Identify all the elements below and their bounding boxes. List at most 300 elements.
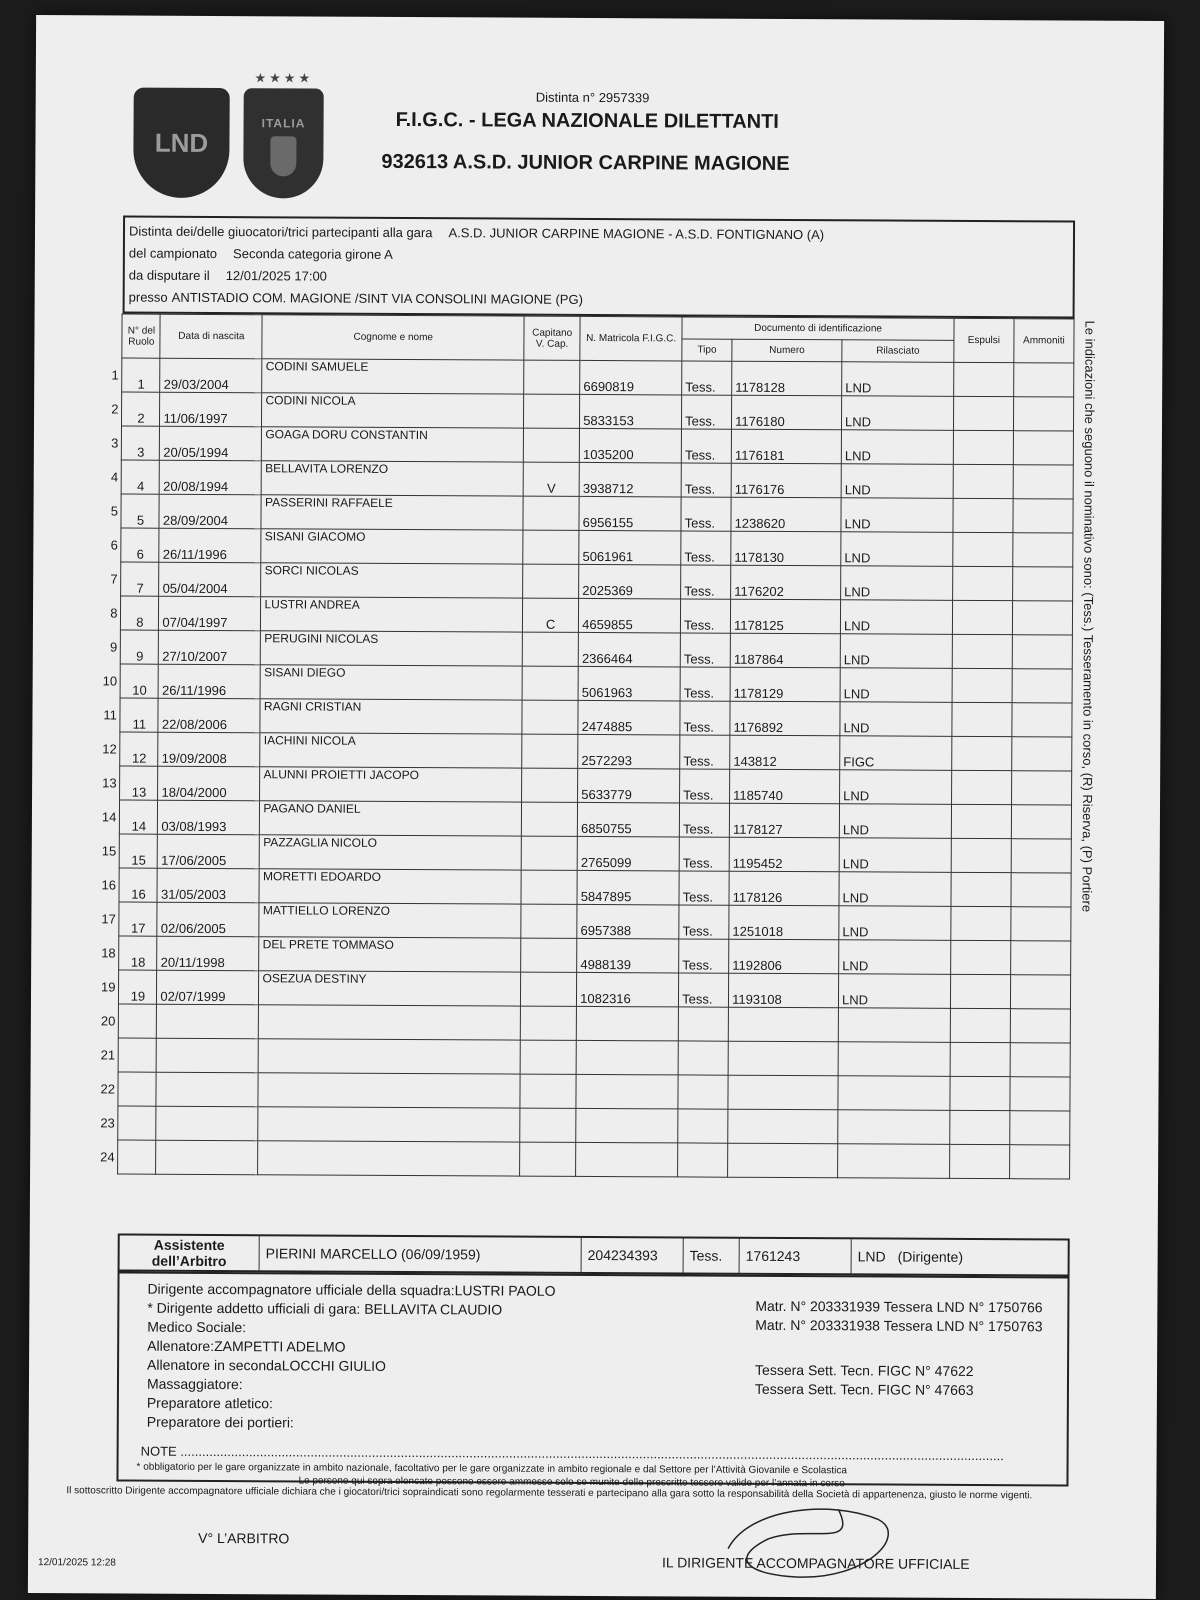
cell-tipo: Tess. bbox=[679, 803, 729, 837]
empty-cell bbox=[156, 1106, 258, 1141]
empty-cell bbox=[950, 1076, 1010, 1110]
cell-rilasciato: LND bbox=[839, 838, 951, 873]
footnote-2: Le persone qui sopra elencate possono essere ammesse solo se munite delle prescritte tessere valide per l’annata in corso bbox=[298, 1475, 845, 1490]
cell-matricola: 1082316 bbox=[577, 972, 679, 1007]
cell-cap bbox=[522, 768, 578, 802]
table-row bbox=[81, 902, 1071, 941]
cell-tipo: Tess. bbox=[679, 871, 729, 905]
cell-data: 05/04/2004 bbox=[159, 562, 261, 597]
lnd-logo: LND bbox=[133, 88, 230, 199]
logos bbox=[133, 70, 324, 199]
cell-ammoniti bbox=[1011, 771, 1071, 805]
championship-label: del campionato bbox=[128, 245, 218, 262]
cell-ruolo: 13 bbox=[120, 766, 158, 800]
cell-data: 29/03/2004 bbox=[160, 358, 262, 393]
empty-row bbox=[80, 1072, 1070, 1111]
col-nascita: Data di nascita bbox=[160, 314, 262, 359]
cell-tipo: Tess. bbox=[680, 769, 730, 803]
cell-tipo: Tess. bbox=[681, 497, 731, 531]
cell-nome: PAGANO DANIEL bbox=[260, 801, 522, 836]
empty-cell bbox=[520, 1142, 576, 1176]
cell-numero: 1176176 bbox=[731, 463, 841, 498]
cell-cap: C bbox=[523, 598, 579, 632]
cell-cap bbox=[521, 836, 577, 870]
championship-value: Seconda categoria girone A bbox=[233, 246, 393, 262]
cell-nome: CODINI SAMUELE bbox=[262, 359, 524, 394]
date-value: 12/01/2025 17:00 bbox=[225, 268, 327, 284]
cell-espulsi bbox=[953, 430, 1013, 464]
cell-tipo: Tess. bbox=[682, 361, 732, 395]
cell-matricola: 2765099 bbox=[577, 836, 679, 871]
roster-table bbox=[80, 313, 1074, 1179]
cell-nome: LUSTRI ANDREA bbox=[261, 597, 523, 632]
table-row bbox=[84, 392, 1074, 431]
cell-cap: V bbox=[523, 462, 579, 496]
venue-label: presso bbox=[128, 289, 168, 305]
table-row bbox=[83, 494, 1073, 533]
empty-cell bbox=[838, 1042, 950, 1077]
cell-cap bbox=[522, 734, 578, 768]
cell-tipo: Tess. bbox=[682, 395, 732, 429]
cell-nome: SISANI GIACOMO bbox=[261, 529, 523, 564]
cell-ammoniti bbox=[1012, 703, 1072, 737]
cell-numero: 1178129 bbox=[730, 667, 840, 702]
row-index: 7 bbox=[110, 571, 118, 587]
cell-cap bbox=[524, 428, 580, 462]
cell-data: 20/05/1994 bbox=[160, 426, 262, 461]
col-documento: Documento di identificazione bbox=[682, 317, 954, 340]
row-index: 12 bbox=[102, 741, 117, 757]
document-title: F.I.G.C. - LEGA NAZIONALE DILETTANTI bbox=[395, 108, 779, 133]
empty-cell bbox=[119, 1038, 157, 1072]
empty-cell bbox=[576, 1040, 678, 1075]
cell-ammoniti bbox=[1011, 805, 1071, 839]
cell-ruolo: 6 bbox=[121, 528, 159, 562]
table-row bbox=[82, 698, 1072, 737]
cell-ruolo: 12 bbox=[120, 732, 158, 766]
cell-numero: 1176180 bbox=[732, 395, 842, 430]
cell-ruolo: 18 bbox=[119, 936, 157, 970]
cell-ammoniti bbox=[1013, 465, 1073, 499]
staff-section bbox=[116, 1272, 1069, 1490]
cell-matricola: 1035200 bbox=[579, 428, 681, 463]
match-value: A.S.D. JUNIOR CARPINE MAGIONE - A.S.D. FONTIGNANO (A) bbox=[448, 225, 825, 243]
table-row bbox=[83, 528, 1073, 567]
cell-nome: SISANI DIEGO bbox=[260, 665, 522, 700]
cell-rilasciato: LND bbox=[839, 940, 951, 975]
cell-numero: 1193108 bbox=[729, 973, 839, 1008]
assistant-matricola: 204234393 bbox=[582, 1238, 684, 1273]
empty-cell bbox=[728, 1075, 838, 1110]
row-index: 21 bbox=[100, 1047, 116, 1063]
empty-cell bbox=[838, 1144, 950, 1179]
document-sheet bbox=[28, 15, 1164, 1599]
empty-cell bbox=[678, 1075, 728, 1109]
staff-preparatore-atletico: Preparatore atletico: bbox=[146, 1394, 273, 1412]
cell-rilasciato: LND bbox=[839, 804, 951, 839]
cell-espulsi bbox=[952, 634, 1012, 668]
cell-data: 20/08/1994 bbox=[160, 460, 262, 495]
cell-tipo: Tess. bbox=[679, 905, 729, 939]
cell-ruolo: 3 bbox=[122, 426, 160, 460]
empty-cell bbox=[156, 1072, 258, 1107]
cell-matricola: 5633779 bbox=[578, 768, 680, 803]
cell-ruolo: 7 bbox=[121, 562, 159, 596]
row-index: 4 bbox=[110, 469, 119, 485]
row-index: 20 bbox=[100, 1013, 116, 1029]
cell-numero: 1195452 bbox=[729, 837, 839, 872]
empty-cell bbox=[678, 1109, 728, 1143]
cell-cap bbox=[521, 972, 577, 1006]
cell-nome: OSEZUA DESTINY bbox=[259, 971, 521, 1006]
empty-cell bbox=[520, 1074, 576, 1108]
cell-ruolo: 19 bbox=[119, 970, 157, 1004]
cell-tipo: Tess. bbox=[679, 939, 729, 973]
cell-espulsi bbox=[953, 396, 1013, 430]
cell-nome: PERUGINI NICOLAS bbox=[261, 631, 523, 666]
row-index: 17 bbox=[101, 911, 116, 927]
cell-ruolo: 8 bbox=[121, 596, 159, 630]
signature-scribble bbox=[708, 1489, 929, 1590]
table-row bbox=[83, 630, 1073, 669]
cell-espulsi bbox=[951, 838, 1011, 872]
empty-cell bbox=[258, 1107, 520, 1142]
staff-preparatore-portieri: Preparatore dei portieri: bbox=[146, 1413, 294, 1431]
empty-cell bbox=[118, 1106, 156, 1140]
cell-cap bbox=[522, 700, 578, 734]
cell-nome: PASSERINI RAFFAELE bbox=[261, 495, 523, 530]
empty-cell bbox=[950, 1042, 1010, 1076]
empty-cell bbox=[576, 1006, 678, 1041]
cell-numero: 1178127 bbox=[729, 803, 839, 838]
empty-cell bbox=[576, 1108, 678, 1143]
staff-addetto: * Dirigente addetto ufficiali di gara: BELLAVITA CLAUDIO bbox=[147, 1299, 503, 1318]
assistant-name: PIERINI MARCELLO (06/09/1959) bbox=[260, 1236, 582, 1272]
empty-cell bbox=[258, 1073, 520, 1108]
cell-cap bbox=[524, 360, 580, 394]
cell-ruolo: 2 bbox=[122, 392, 160, 426]
empty-cell bbox=[728, 1007, 838, 1042]
cell-rilasciato: LND bbox=[840, 600, 952, 635]
cell-tipo: Tess. bbox=[681, 599, 731, 633]
cell-rilasciato: LND bbox=[840, 702, 952, 737]
cell-ruolo: 15 bbox=[120, 834, 158, 868]
assistant-ruolo: (Dirigente) bbox=[897, 1248, 964, 1265]
cell-numero: 1178128 bbox=[732, 361, 842, 396]
table-row bbox=[81, 868, 1071, 907]
cell-matricola: 6690819 bbox=[580, 360, 682, 395]
cell-matricola: 5061961 bbox=[579, 530, 681, 565]
cell-cap bbox=[523, 564, 579, 598]
cell-ammoniti bbox=[1011, 873, 1071, 907]
row-index: 16 bbox=[101, 877, 117, 893]
side-note: Le indicazioni che seguono il nominativo sono: (Tess.) Tesseramento in corso, (R) Riserva, (P) Portiere bbox=[1079, 320, 1098, 913]
cell-cap bbox=[522, 666, 578, 700]
cell-nome: CODINI NICOLA bbox=[262, 393, 524, 428]
cell-espulsi bbox=[952, 736, 1012, 770]
cell-numero: 1176892 bbox=[730, 701, 840, 736]
empty-row bbox=[80, 1106, 1070, 1145]
empty-cell bbox=[118, 1140, 156, 1174]
cell-espulsi bbox=[952, 702, 1012, 736]
row-index: 24 bbox=[100, 1149, 115, 1165]
cell-tipo: Tess. bbox=[680, 633, 730, 667]
empty-cell bbox=[118, 1072, 156, 1106]
empty-cell bbox=[1010, 1043, 1070, 1077]
row-index: 2 bbox=[111, 401, 119, 417]
assistant-tipo: Tess. bbox=[684, 1238, 740, 1272]
cell-numero: 1185740 bbox=[730, 769, 840, 804]
cell-matricola: 2025369 bbox=[579, 564, 681, 599]
cell-data: 27/10/2007 bbox=[159, 630, 261, 665]
cell-tipo: Tess. bbox=[680, 667, 730, 701]
assistant-label: Assistente dell’Arbitro bbox=[120, 1236, 260, 1271]
staff-matr-1: Matr. N° 203331939 Tessera LND N° 1750766 bbox=[755, 1297, 1043, 1316]
cell-cap bbox=[524, 394, 580, 428]
cell-numero: 1178130 bbox=[731, 531, 841, 566]
cell-ruolo: 17 bbox=[119, 902, 157, 936]
empty-row bbox=[80, 1140, 1070, 1179]
cell-data: 26/11/1996 bbox=[159, 664, 261, 699]
cell-ruolo: 5 bbox=[121, 494, 159, 528]
empty-cell bbox=[1009, 1145, 1069, 1179]
cell-tipo: Tess. bbox=[681, 429, 731, 463]
team-name: 932613 A.S.D. JUNIOR CARPINE MAGIONE bbox=[381, 150, 790, 176]
cell-espulsi bbox=[950, 974, 1010, 1008]
staff-medico: Medico Sociale: bbox=[147, 1318, 247, 1336]
cell-nome: GOAGA DORU CONSTANTIN bbox=[262, 427, 524, 462]
empty-cell bbox=[259, 1005, 521, 1040]
assistant-row bbox=[118, 1234, 1070, 1277]
cell-ammoniti bbox=[1012, 737, 1072, 771]
cell-espulsi bbox=[951, 804, 1011, 838]
cell-tipo: Tess. bbox=[679, 837, 729, 871]
staff-dirigente: Dirigente accompagnatore ufficiale della squadra:LUSTRI PAOLO bbox=[147, 1280, 556, 1299]
cell-ammoniti bbox=[1012, 635, 1072, 669]
cell-tipo: Tess. bbox=[681, 565, 731, 599]
col-numero: Numero bbox=[732, 339, 842, 362]
empty-cell bbox=[678, 1143, 728, 1177]
cell-ruolo: 4 bbox=[122, 460, 160, 494]
row-index: 1 bbox=[111, 367, 119, 383]
col-tipo: Tipo bbox=[682, 339, 732, 361]
col-ruolo: N° del Ruolo bbox=[122, 314, 160, 358]
cell-espulsi bbox=[951, 872, 1011, 906]
cell-ammoniti bbox=[1013, 397, 1073, 431]
cell-data: 26/11/1996 bbox=[159, 528, 261, 563]
staff-tessera-2: Tessera Sett. Tecn. FIGC N° 47663 bbox=[754, 1380, 974, 1398]
cell-matricola: 5833153 bbox=[580, 394, 682, 429]
cell-numero: 1178125 bbox=[731, 599, 841, 634]
cell-nome: BELLAVITA LORENZO bbox=[262, 461, 524, 496]
staff-tessera-1: Tessera Sett. Tecn. FIGC N° 47622 bbox=[755, 1361, 974, 1379]
row-index: 18 bbox=[101, 945, 116, 961]
empty-cell bbox=[1010, 1111, 1070, 1145]
col-capitano: Capitano V. Cap. bbox=[524, 316, 580, 360]
table-row bbox=[84, 426, 1074, 465]
empty-cell bbox=[728, 1041, 838, 1076]
cell-numero: 1176202 bbox=[731, 565, 841, 600]
empty-cell bbox=[728, 1109, 838, 1144]
cell-nome: PAZZAGLIA NICOLO bbox=[260, 835, 522, 870]
cell-matricola: 4988139 bbox=[577, 938, 679, 973]
cell-matricola: 3938712 bbox=[579, 462, 681, 497]
flag-icon bbox=[270, 136, 296, 176]
declaration: Il sottoscritto Dirigente accompagnatore ufficiale dichiara che i giocatori/trici sopraindicati sono regolarmente tesserati e partecipano alla gara sotto la responsabilità della Società di appartenenza, giusto le norme vigenti. bbox=[66, 1485, 1033, 1502]
cell-rilasciato: LND bbox=[841, 532, 953, 567]
table-row bbox=[83, 664, 1073, 703]
cell-numero: 1176181 bbox=[731, 429, 841, 464]
cell-nome: ALUNNI PROIETTI JACOPO bbox=[260, 767, 522, 802]
cell-ammoniti bbox=[1011, 907, 1071, 941]
cell-numero: 1238620 bbox=[731, 497, 841, 532]
cell-numero: 1178126 bbox=[729, 871, 839, 906]
cell-cap bbox=[523, 496, 579, 530]
cell-cap bbox=[523, 530, 579, 564]
empty-cell bbox=[838, 1008, 950, 1043]
cell-cap bbox=[521, 870, 577, 904]
empty-cell bbox=[728, 1143, 838, 1178]
staff-matr-2: Matr. N° 203331938 Tessera LND N° 1750763 bbox=[755, 1316, 1043, 1335]
cell-matricola: 2366464 bbox=[578, 632, 680, 667]
table-row bbox=[82, 800, 1072, 839]
empty-cell bbox=[950, 1144, 1010, 1178]
cell-espulsi bbox=[952, 668, 1012, 702]
cell-numero: 1187864 bbox=[730, 633, 840, 668]
staff-allenatore-secondo: Allenatore in secondaLOCCHI GIULIO bbox=[147, 1356, 387, 1374]
cell-ruolo: 11 bbox=[120, 698, 158, 732]
assistant-rilasciato: LND bbox=[857, 1248, 886, 1265]
table-row bbox=[82, 766, 1072, 805]
cell-data: 03/08/1993 bbox=[158, 800, 260, 835]
cell-tipo: Tess. bbox=[681, 463, 731, 497]
cell-data: 11/06/1997 bbox=[160, 392, 262, 427]
cell-tipo: Tess. bbox=[679, 973, 729, 1007]
staff-massaggiatore: Massaggiatore: bbox=[146, 1375, 243, 1393]
cell-numero: 1251018 bbox=[729, 905, 839, 940]
cell-nome: RAGNI CRISTIAN bbox=[260, 699, 522, 734]
table-row bbox=[83, 562, 1073, 601]
cell-ruolo: 10 bbox=[121, 664, 159, 698]
col-rilasciato: Rilasciato bbox=[842, 340, 954, 363]
empty-cell bbox=[259, 1039, 521, 1074]
cell-matricola: 6850755 bbox=[578, 802, 680, 837]
cell-rilasciato: LND bbox=[841, 464, 953, 499]
table-row bbox=[81, 936, 1071, 975]
cell-espulsi bbox=[953, 532, 1013, 566]
cell-rilasciato: LND bbox=[842, 362, 954, 397]
row-index: 15 bbox=[101, 843, 117, 859]
row-index: 13 bbox=[102, 775, 117, 791]
row-index: 3 bbox=[111, 435, 119, 451]
cell-ammoniti bbox=[1013, 431, 1073, 465]
match-info bbox=[123, 216, 1076, 319]
cell-cap bbox=[522, 802, 578, 836]
cell-espulsi bbox=[952, 600, 1012, 634]
cell-espulsi bbox=[953, 464, 1013, 498]
italia-logo: ★★★★ ITALIA bbox=[243, 88, 324, 198]
cell-ammoniti bbox=[1013, 499, 1073, 533]
cell-espulsi bbox=[951, 940, 1011, 974]
cell-ammoniti bbox=[1013, 567, 1073, 601]
empty-cell bbox=[258, 1141, 520, 1176]
cell-ruolo: 9 bbox=[121, 630, 159, 664]
cell-matricola: 2474885 bbox=[578, 700, 680, 735]
cell-nome: IACHINI NICOLA bbox=[260, 733, 522, 768]
table-row bbox=[81, 970, 1071, 1009]
roster-body bbox=[80, 358, 1074, 1179]
cell-cap bbox=[521, 904, 577, 938]
cell-data: 31/05/2003 bbox=[157, 868, 259, 903]
cell-nome: MORETTI EDOARDO bbox=[259, 869, 521, 904]
table-row bbox=[84, 358, 1074, 397]
cell-ruolo: 1 bbox=[122, 358, 160, 392]
empty-cell bbox=[576, 1142, 678, 1177]
cell-data: 18/04/2000 bbox=[158, 766, 260, 801]
cell-data: 22/08/2006 bbox=[158, 698, 260, 733]
empty-cell bbox=[576, 1074, 678, 1109]
cell-ammoniti bbox=[1010, 975, 1070, 1009]
cell-rilasciato: LND bbox=[838, 974, 950, 1009]
cell-data: 02/06/2005 bbox=[157, 902, 259, 937]
stars-icon: ★★★★ bbox=[254, 70, 314, 86]
cell-matricola: 6957388 bbox=[577, 904, 679, 939]
cell-ammoniti bbox=[1012, 601, 1072, 635]
cell-matricola: 5061963 bbox=[578, 666, 680, 701]
cell-data: 17/06/2005 bbox=[158, 834, 260, 869]
empty-cell bbox=[1010, 1009, 1070, 1043]
cell-ammoniti bbox=[1011, 839, 1071, 873]
cell-data: 20/11/1998 bbox=[157, 936, 259, 971]
venue-value: ANTISTADIO COM. MAGIONE /SINT VIA CONSOLINI MAGIONE (PG) bbox=[171, 289, 583, 307]
table-row bbox=[83, 596, 1073, 635]
cell-nome: DEL PRETE TOMMASO bbox=[259, 937, 521, 972]
date-label: da disputare il bbox=[128, 267, 210, 283]
arbitro-signature-label: V° L’ARBITRO bbox=[198, 1529, 290, 1547]
empty-cell bbox=[950, 1008, 1010, 1042]
empty-cell bbox=[157, 1004, 259, 1039]
cell-ruolo: 16 bbox=[119, 868, 157, 902]
empty-cell bbox=[119, 1004, 157, 1038]
cell-cap bbox=[521, 938, 577, 972]
cell-ammoniti bbox=[1012, 669, 1072, 703]
cell-espulsi bbox=[951, 770, 1011, 804]
cell-cap bbox=[522, 632, 578, 666]
cell-tipo: Tess. bbox=[681, 531, 731, 565]
cell-matricola: 4659855 bbox=[579, 598, 681, 633]
cell-rilasciato: LND bbox=[839, 906, 951, 941]
row-index: 5 bbox=[110, 503, 119, 519]
distinta-number: Distinta n° 2957339 bbox=[535, 89, 650, 106]
col-nome: Cognome e nome bbox=[262, 315, 524, 360]
col-matricola: N. Matricola F.I.G.C. bbox=[580, 316, 682, 361]
cell-rilasciato: LND bbox=[841, 430, 953, 465]
table-row bbox=[84, 460, 1074, 499]
empty-row bbox=[81, 1038, 1071, 1077]
cell-matricola: 6956155 bbox=[579, 496, 681, 531]
row-index: 8 bbox=[110, 605, 118, 621]
footnote-1: * obbligatorio per le gare organizzate in ambito nazionale, facoltativo per le gare organizzate in ambito regionale e dal Settore per l’Attività Giovanile e Scolastica bbox=[136, 1461, 847, 1477]
cell-rilasciato: LND bbox=[841, 566, 953, 601]
empty-cell bbox=[678, 1041, 728, 1075]
cell-ruolo: 14 bbox=[120, 800, 158, 834]
cell-nome: MATTIELLO LORENZO bbox=[259, 903, 521, 938]
cell-rilasciato: LND bbox=[840, 668, 952, 703]
row-index: 19 bbox=[101, 979, 116, 995]
cell-numero: 143812 bbox=[730, 735, 840, 770]
row-index: 14 bbox=[101, 809, 117, 825]
dirigente-signature-label: IL DIRIGENTE ACCOMPAGNATORE UFFICIALE bbox=[662, 1554, 970, 1572]
